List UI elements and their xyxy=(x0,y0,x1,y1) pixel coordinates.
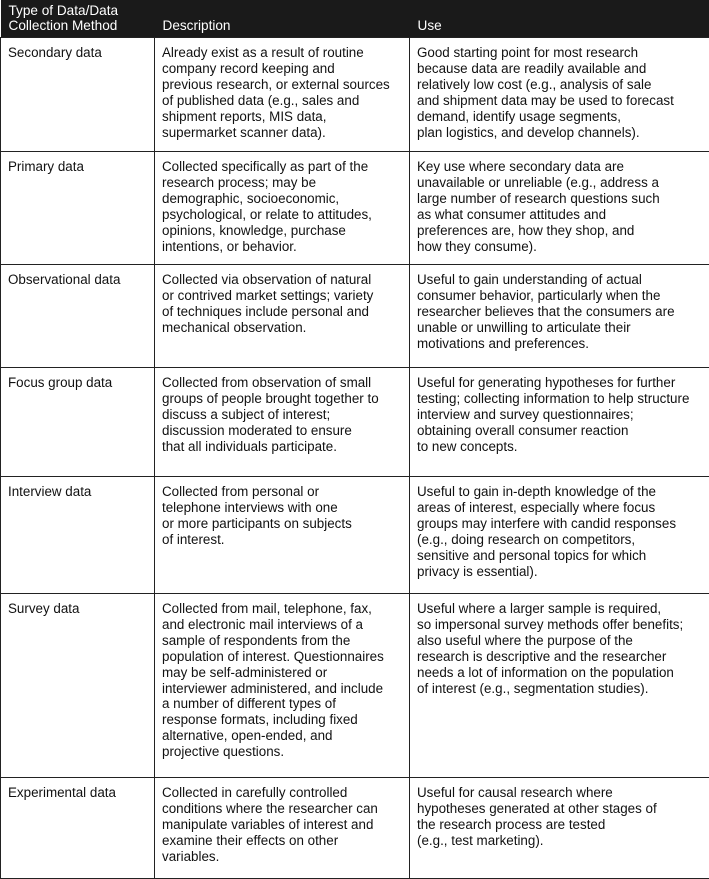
row-use: Useful where a larger sample is required, so impersonal survey methods offer benefits; also useful where the purpose of the research is descriptive and the researcher needs a lot of information on the population of interest (e.g., segmentation studies). xyxy=(410,594,709,778)
row-description: Collected from mail, telephone, fax, and electronic mail interviews of a sample of respondents from the population of interest. Questionnaires may be self-administered or interviewer administered, and include a number of different types of response formats, including fixed alternative, open-ended, and projective questions. xyxy=(155,594,410,778)
table-row xyxy=(1,778,709,879)
row-type: Primary data xyxy=(1,152,155,265)
row-description: Collected via observation of natural or contrived market settings; variety of techniques include personal and mechanical observation. xyxy=(155,265,410,368)
row-type: Secondary data xyxy=(1,38,155,152)
row-description: Collected from observation of small groups of people brought together to discuss a subject of interest; discussion moderated to ensure that all individuals participate. xyxy=(155,368,410,477)
row-type: Observational data xyxy=(1,265,155,368)
row-description: Collected specifically as part of the research process; may be demographic, socioeconomic, psychological, or relate to attitudes, opinions, knowledge, purchase intentions, or behavior. xyxy=(155,152,410,265)
row-type: Survey data xyxy=(1,594,155,778)
header-use: Use xyxy=(410,0,709,38)
table-row xyxy=(1,594,709,778)
row-use: Key use where secondary data are unavailable or unreliable (e.g., address a large number of research questions such as what consumer attitudes and preferences are, how they shop, and how they consume). xyxy=(410,152,709,265)
row-use: Useful to gain understanding of actual consumer behavior, particularly when the researcher believes that the consumers are unable or unwilling to articulate their motivations and preferences. xyxy=(410,265,709,368)
row-use: Useful for causal research where hypotheses generated at other stages of the research process are tested (e.g., test marketing). xyxy=(410,778,709,879)
row-use: Useful for generating hypotheses for further testing; collecting information to help structure interview and survey questionnaires; obtaining overall consumer reaction to new concepts. xyxy=(410,368,709,477)
table-row xyxy=(1,152,709,265)
table-row xyxy=(1,368,709,477)
row-type: Experimental data xyxy=(1,778,155,879)
table-row xyxy=(1,477,709,594)
table-row xyxy=(1,265,709,368)
row-description: Collected in carefully controlled conditions where the researcher can manipulate variables of interest and examine their effects on other variables. xyxy=(155,778,410,879)
header-row xyxy=(1,0,709,38)
header-type: Type of Data/Data Collection Method xyxy=(1,0,155,38)
row-use: Good starting point for most research because data are readily available and relatively low cost (e.g., analysis of sale and shipment data may be used to forecast demand, identify usage segments, plan logistics, and develop channels). xyxy=(410,38,709,152)
row-type: Focus group data xyxy=(1,368,155,477)
row-description: Already exist as a result of routine company record keeping and previous research, or external sources of published data (e.g., sales and shipment reports, MIS data, supermarket scanner data). xyxy=(155,38,410,152)
header-description: Description xyxy=(155,0,410,38)
table-row xyxy=(1,38,709,152)
row-use: Useful to gain in-depth knowledge of the areas of interest, especially where focus groups may interfere with candid responses (e.g., doing research on competitors, sensitive and personal topics for which privacy is essential). xyxy=(410,477,709,594)
row-description: Collected from personal or telephone interviews with one or more participants on subjects of interest. xyxy=(155,477,410,594)
row-type: Interview data xyxy=(1,477,155,594)
